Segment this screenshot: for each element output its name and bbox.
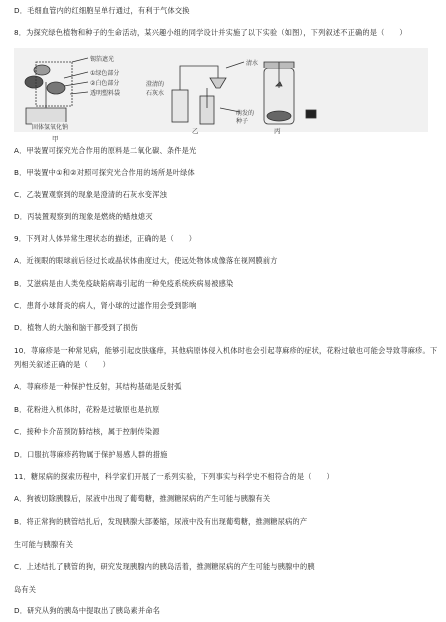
label-cover: 锡箔遮光 bbox=[90, 56, 115, 63]
option-11c: C．上述结扎了胰管的狗，研究发现胰腺内的胰岛活着，推测糖尿病的产生可能与胰腺中的胰 bbox=[14, 562, 315, 571]
label-water: 清水 bbox=[246, 60, 259, 67]
option-10b: B．花粉进入机体时，花粉是过敏原也是抗原 bbox=[14, 405, 160, 414]
option-9d: D．植物人的大脑和脑干都受到了损伤 bbox=[14, 323, 138, 332]
option-8d: D．丙装置观察到的现象是燃烧的蜡烛熄灭 bbox=[14, 212, 153, 221]
caption-jia: 甲 bbox=[52, 135, 59, 143]
question-10-cont: 列相关叙述正确的是（ ） bbox=[14, 360, 111, 369]
label-seeds: 萌发的种子 bbox=[236, 110, 255, 125]
caption-yi: 乙 bbox=[192, 127, 199, 135]
label-lime: 澄清的石灰水 bbox=[146, 81, 165, 97]
option-9b: B．艾滋病是由人类免疫缺陷病毒引起的一种免疫系统疾病易被感染 bbox=[14, 279, 234, 288]
question-10: 10．荨麻疹是一种常见病，能够引起皮肤瘙痒，其他病原体侵入机体时也会引起荨麻疹的症状，花粉过敏也可能会导致荨麻疹。下 bbox=[14, 346, 438, 355]
option-11b-cont: 生可能与胰腺有关 bbox=[14, 540, 74, 549]
option-9c: C．患肾小球肾炎的病人，肾小球的过滤作用会受到影响 bbox=[14, 301, 197, 310]
question-8: 8．为探究绿色植物和种子的生命活动，某兴趣小组的同学设计并实施了以下实验（如图），下列叙述不正确的是（ ） bbox=[14, 28, 407, 37]
option-10a: A．荨麻疹是一种保护性反射，其结构基础是反射弧 bbox=[14, 382, 182, 391]
label-naoh: 固体氢氧化钠 bbox=[32, 124, 69, 131]
setup-jia bbox=[25, 58, 88, 124]
option-11c-cont: 岛有关 bbox=[14, 585, 37, 594]
option-11d: D．研究从狗的胰岛中提取出了胰岛素并命名 bbox=[14, 606, 161, 615]
option-9a: A．近视眼的眼球前后径过长或晶状体曲度过大，使远处物体成像落在视网膜前方 bbox=[14, 256, 278, 265]
label-green: ①绿色部分 bbox=[90, 70, 120, 77]
question-11: 11．糖尿病的探索历程中，科学家们开展了一系列实验，下列事实与科学史不相符合的是（ ） bbox=[14, 472, 334, 481]
option-10d: D．口服抗荨麻疹药物属于保护易感人群的措施 bbox=[14, 450, 168, 459]
line-d-prev: D．毛细血管内的红细胞呈单行通过，有利于气体交换 bbox=[14, 6, 190, 15]
figure-drawing bbox=[14, 48, 428, 132]
option-8a: A．甲装置可探究光合作用的原料是二氧化碳、条件是光 bbox=[14, 146, 197, 155]
label-bag: 透明塑料袋 bbox=[90, 90, 121, 97]
question-9: 9．下列对人体异常生理状态的描述，正确的是（ ） bbox=[14, 234, 197, 243]
option-11b: B．将正常狗的胰管结扎后，发现胰腺大部萎缩，尿液中没有出现葡萄糖，推测糖尿病的产 bbox=[14, 517, 308, 526]
option-8b: B．甲装置中①和②对照可探究光合作用的场所是叶绿体 bbox=[14, 168, 195, 177]
label-white: ②白色部分 bbox=[90, 80, 120, 87]
setup-bing bbox=[264, 62, 316, 124]
option-8c: C．乙装置观察到的现象是澄清的石灰水变浑浊 bbox=[14, 190, 167, 199]
option-10c: C．接种卡介苗预防肺结核，属于控制传染源 bbox=[14, 427, 160, 436]
caption-bing: 丙 bbox=[274, 127, 281, 135]
setup-yi bbox=[172, 62, 244, 124]
figure-q8 bbox=[14, 48, 428, 143]
option-11a: A．狗被切除胰腺后，尿液中出现了葡萄糖，推测糖尿病的产生可能与胰腺有关 bbox=[14, 494, 271, 503]
